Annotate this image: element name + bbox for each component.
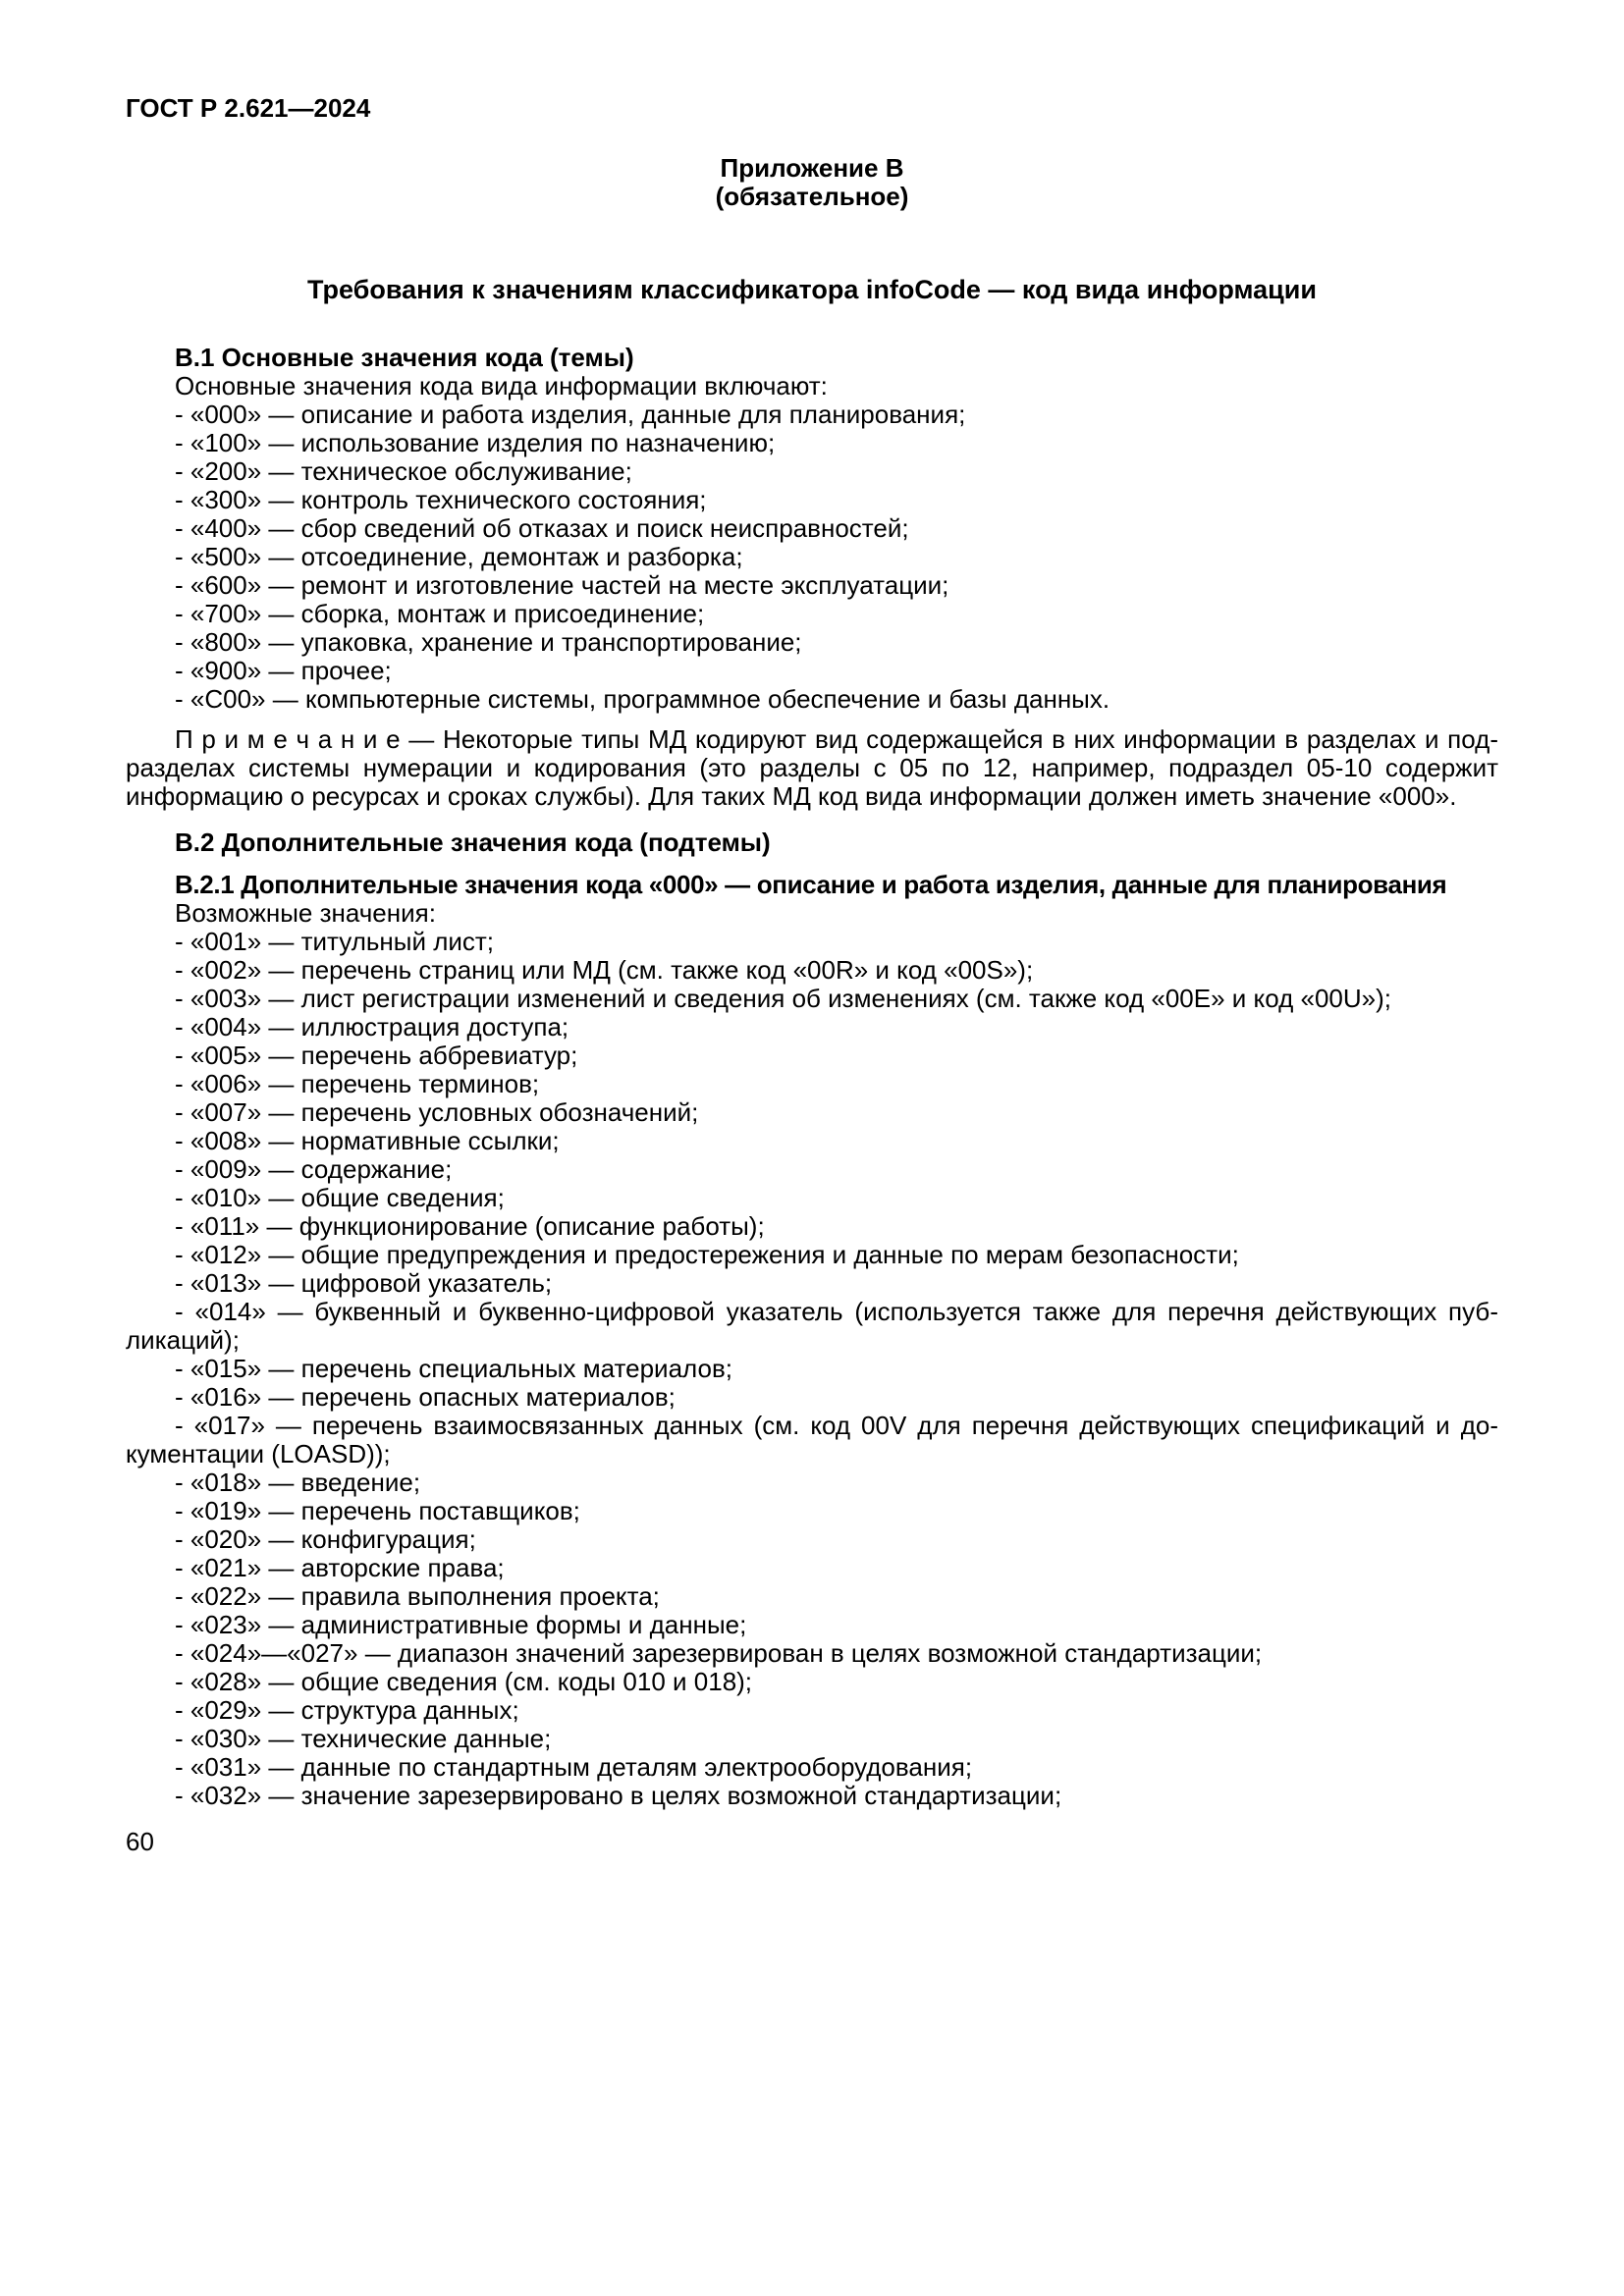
list-item: - «500» — отсоединение, демонтаж и разборка; [175, 542, 743, 571]
section-b2-heading: В.2 Дополнительные значения кода (подтемы) [175, 828, 771, 857]
list-item: - «030» — технические данные; [175, 1724, 552, 1753]
list-item: - «010» — общие сведения; [175, 1183, 505, 1212]
list-item: - «024»—«027» — диапазон значений зарезервирован в целях возможной стандартизации; [175, 1638, 1263, 1668]
list-item: - «012» — общие предупреждения и предостережения и данные по мерам безопасности; [175, 1240, 1239, 1269]
appendix-type: (обязательное) [715, 182, 909, 211]
list-item: - «400» — сбор сведений об отказах и поиск неисправностей; [175, 513, 909, 543]
section-b21-heading: В.2.1 Дополнительные значения кода «000» — описание и работа изделия, данные для планирования [175, 870, 1447, 899]
page-number: 60 [126, 1827, 154, 1856]
list-item: - «028» — общие сведения (см. коды 010 и 018); [175, 1667, 753, 1696]
list-item: - «004» — иллюстрация доступа; [175, 1012, 569, 1041]
list-item: - «021» — авторские права; [175, 1553, 505, 1582]
section-b1-list [126, 400, 1498, 714]
list-item: - «020» — конфигурация; [175, 1524, 476, 1554]
list-item: - «023» — административные формы и данные; [175, 1610, 747, 1639]
list-item: - «001» — титульный лист; [175, 927, 495, 956]
section-b21-intro: Возможные значения: [175, 898, 436, 928]
list-item: - «100» — использование изделия по назначению; [175, 428, 776, 457]
section-b21-list [126, 928, 1498, 1810]
list-item: - «002» — перечень страниц или МД (см. также код «00R» и код «00S»); [175, 955, 1034, 985]
note-paragraph: П р и м е ч а н и е — Некоторые типы МД кодируют вид содержащейся в них информации в разделах и подразделах системы нумерации и кодирования (это разделы с 05 по 12, например, подраздел 05-10 содержит информацию о ресурсах и сроках службы). Для таких МД код вида информации должен иметь значение «000». [126, 724, 1498, 811]
list-item: - «022» — правила выполнения проекта; [175, 1581, 660, 1611]
list-item: - «019» — перечень поставщиков; [175, 1496, 580, 1525]
list-item: - «800» — упаковка, хранение и транспортирование; [175, 627, 802, 657]
list-item: - «600» — ремонт и изготовление частей на месте эксплуатации; [175, 570, 949, 600]
list-item: - «700» — сборка, монтаж и присоединение; [175, 599, 705, 628]
list-item: - «007» — перечень условных обозначений; [175, 1097, 699, 1127]
list-item: - «006» — перечень терминов; [175, 1069, 540, 1098]
appendix-heading [126, 154, 1498, 211]
list-item: - «C00» — компьютерные системы, программное обеспечение и базы данных. [175, 684, 1110, 714]
list-item: - «009» — содержание; [175, 1154, 453, 1184]
list-item: - «011» — функционирование (описание работы); [175, 1211, 765, 1241]
list-item: - «032» — значение зарезервировано в целях возможной стандартизации; [175, 1781, 1062, 1810]
list-item: - «013» — цифровой указатель; [175, 1268, 553, 1298]
list-item: - «900» — прочее; [175, 656, 392, 685]
list-item: - «003» — лист регистрации изменений и сведения об изменениях (см. также код «00E» и код «00U»); [175, 984, 1391, 1013]
list-item: - «000» — описание и работа изделия, данные для планирования; [175, 400, 966, 429]
list-item: - «029» — структура данных; [175, 1695, 519, 1725]
list-item: - «018» — введение; [175, 1468, 421, 1497]
section-b1-intro: Основные значения кода вида информации включают: [175, 371, 828, 400]
list-item: - «300» — контроль технического состояния; [175, 485, 707, 514]
doc-code-header: ГОСТ Р 2.621—2024 [126, 93, 371, 123]
section-b1-heading: В.1 Основные значения кода (темы) [175, 343, 634, 372]
document-title: Требования к значениям классификатора infoCode — код вида информации [307, 275, 1317, 304]
list-item: - «016» — перечень опасных материалов; [175, 1382, 676, 1412]
appendix-label: Приложение В [720, 153, 904, 183]
list-item: - «031» — данные по стандартным деталям электрооборудования; [175, 1752, 973, 1782]
list-item: - «015» — перечень специальных материалов; [175, 1354, 733, 1383]
list-item: - «014» — буквенный и буквенно-цифровой указатель (используется также для перечня действующих публикаций); [126, 1297, 1498, 1355]
list-item: - «005» — перечень аббревиатур; [175, 1041, 578, 1070]
list-item: - «017» — перечень взаимосвязанных данных (см. код 00V для перечня действующих спецификаций и документации (LOASD)); [126, 1411, 1498, 1468]
list-item: - «008» — нормативные ссылки; [175, 1126, 560, 1155]
list-item: - «200» — техническое обслуживание; [175, 456, 632, 486]
